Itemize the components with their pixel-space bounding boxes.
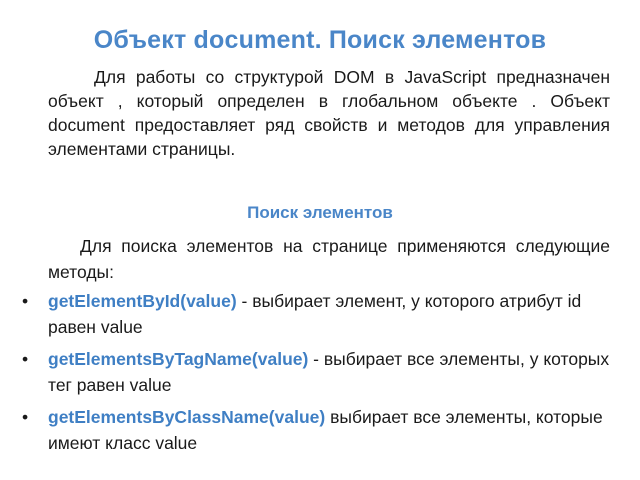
- methods-intro-paragraph: Для поиска элементов на странице применяются следующие методы:: [48, 236, 610, 282]
- bullet-icon: •: [22, 349, 29, 369]
- bullet-icon: •: [22, 407, 29, 427]
- method-name: getElementsByTagName(value): [48, 349, 309, 369]
- slide-title: Объект document. Поиск элементов: [93, 26, 547, 54]
- method-item: [22, 404, 612, 456]
- method-description: выбирает все элементы, которые имеют класс value: [48, 407, 603, 453]
- bullet-icon: •: [22, 291, 29, 311]
- section-subheading: Поиск элементов: [247, 203, 393, 222]
- method-item: [22, 346, 612, 398]
- method-list: [22, 288, 612, 462]
- method-item: [22, 288, 612, 340]
- method-description: - выбирает все элементы, у которых тег равен value: [48, 349, 610, 395]
- method-name: getElementsByClassName(value): [48, 407, 326, 427]
- method-description: - выбирает элемент, у которого атрибут id равен value: [48, 291, 582, 337]
- intro-paragraph: Для работы со структурой DOM в JavaScript предназначен объект , который определен в глобальном объекте . Объект document предоставляет ряд свойств и методов для управления элементами страницы.: [48, 67, 610, 159]
- method-name: getElementById(value): [48, 291, 237, 311]
